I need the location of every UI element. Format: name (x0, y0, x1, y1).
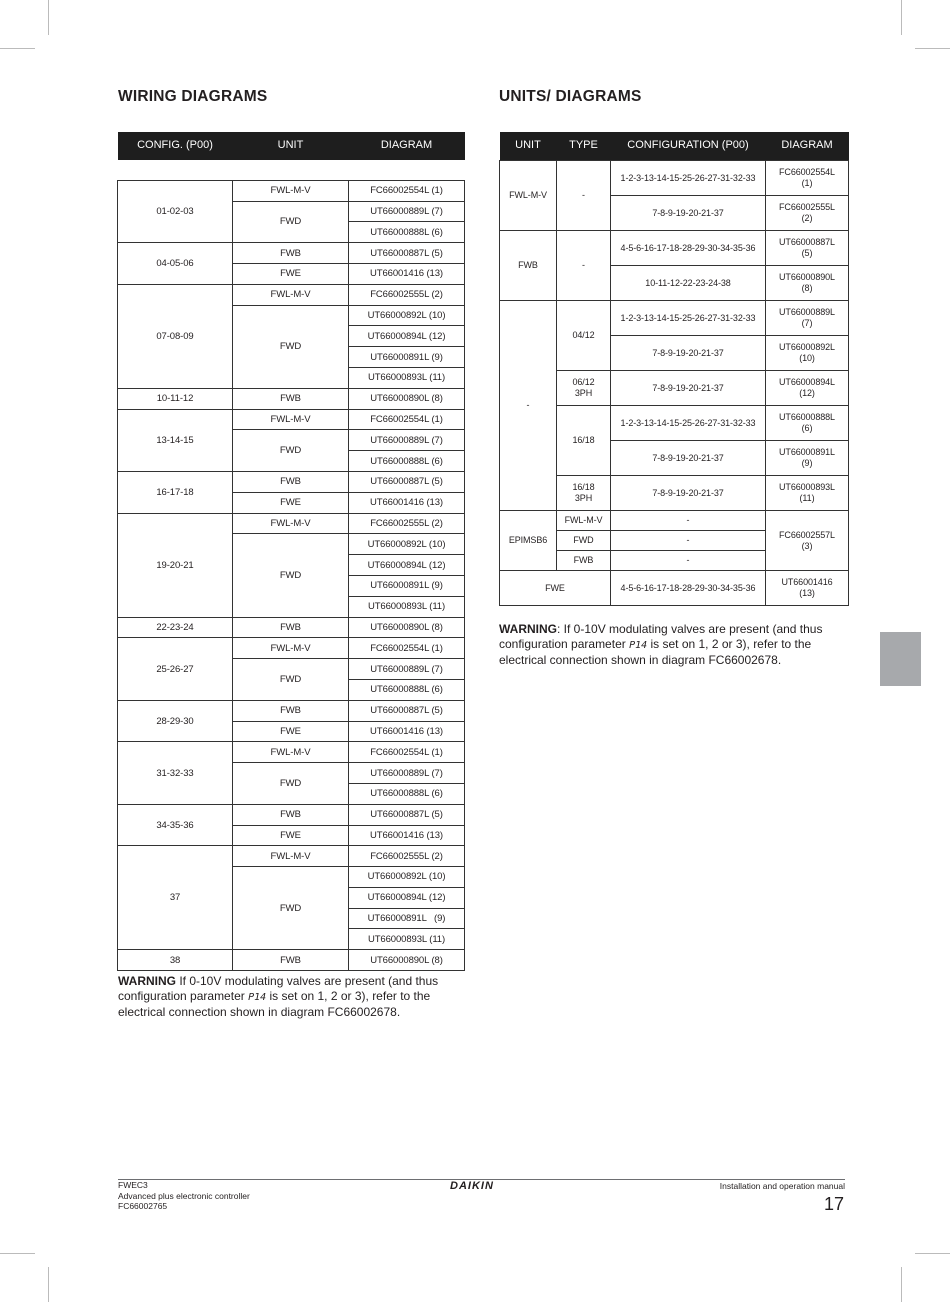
diagram-cell: UT66000888L (6) (349, 679, 465, 700)
diagram-cell: FC66002554L (1) (349, 638, 465, 659)
diagram-cell (766, 406, 849, 441)
diagram-cell (766, 161, 849, 196)
diagram-cell: UT66000893L (11) (349, 367, 465, 388)
page-number: 17 (823, 1194, 844, 1214)
diagram-cell: UT66000891L (9) (349, 575, 465, 596)
unit-cell: - (500, 301, 557, 511)
daikin-logo: DAIKIN (450, 1180, 494, 1192)
diagram-number: (13) (799, 588, 815, 598)
diagram-cell: UT66000888L (6) (349, 451, 465, 472)
configuration-cell: 7-8-9-19-20-21-37 (611, 196, 766, 231)
config-cell: 38 (118, 950, 233, 971)
config-cell: 04-05-06 (118, 243, 233, 285)
type-cell (557, 476, 611, 511)
diagram-number: (11) (799, 493, 815, 503)
diagram-code: UT66000893L (779, 482, 835, 492)
diagram-cell: UT66001416 (13) (349, 825, 465, 846)
diagram-number: (10) (799, 353, 815, 363)
warning-note-right (499, 622, 847, 668)
unit-cell: FWB (233, 700, 349, 721)
configuration-cell: 7-8-9-19-20-21-37 (611, 441, 766, 476)
units-diagrams-body (500, 161, 849, 606)
crop-mark-top-right-h (915, 48, 950, 49)
diagram-code: UT66000891L (779, 447, 835, 457)
configuration-cell: 7-8-9-19-20-21-37 (611, 476, 766, 511)
diagram-cell: UT66000894L (12) (349, 555, 465, 576)
config-cell: 13-14-15 (118, 409, 233, 471)
diagram-cell: UT66000891L (9) (349, 908, 465, 929)
diagram-cell: UT66001416 (13) (349, 721, 465, 742)
type-cell: - (557, 231, 611, 301)
diagram-cell: UT66001416 (13) (349, 263, 465, 284)
diagram-cell: UT66000889L (7) (349, 763, 465, 784)
table-row (118, 846, 465, 867)
diagram-code: UT66000889L (779, 307, 835, 317)
unit-cell: FWE (233, 825, 349, 846)
diagram-number: (6) (801, 423, 813, 433)
diagram-code: UT66000894L (779, 377, 835, 387)
unit-cell: FWE (233, 492, 349, 513)
unit-cell: FWB (500, 231, 557, 301)
units-diagrams-heading: UNITS/ DIAGRAMS (499, 88, 642, 105)
diagram-code: FC66002554L (779, 167, 835, 177)
unit-cell: FWD (233, 763, 349, 805)
units-diagrams-table (499, 132, 849, 606)
type-cell: FWD (557, 531, 611, 551)
unit-cell: EPIMSB6 (500, 511, 557, 571)
footer-product-info (118, 1180, 250, 1212)
diagram-number: (5) (801, 248, 813, 258)
unit-cell: FWL-M-V (233, 638, 349, 659)
diagram-cell: UT66000888L (6) (349, 222, 465, 243)
diagram-code: UT66000890L (779, 272, 835, 282)
table-row (118, 409, 465, 430)
footer-manual-title: Installation and operation manual (719, 1181, 845, 1191)
configuration-cell: - (611, 531, 766, 551)
configuration-cell: 10-11-12-22-23-24-38 (611, 266, 766, 301)
diagram-cell: FC66002555L (2) (349, 284, 465, 305)
warning-text-start: If 0-10V modulating valves are present (and thus configuration parameter (118, 974, 439, 1003)
diagram-cell: UT66000889L (7) (349, 659, 465, 680)
col-header-configuration: CONFIGURATION (P00) (611, 132, 766, 159)
unit-cell: FWE (233, 721, 349, 742)
diagram-cell: UT66000890L (8) (349, 617, 465, 638)
unit-cell: FWD (233, 430, 349, 472)
diagram-cell: UT66000890L (8) (349, 950, 465, 971)
diagram-cell (766, 571, 849, 606)
warning-label: WARNING (499, 622, 557, 636)
config-cell: 34-35-36 (118, 804, 233, 846)
diagram-code: UT66000887L (779, 237, 835, 247)
unit-cell: FWD (233, 534, 349, 617)
unit-cell: FWD (233, 659, 349, 701)
diagram-cell (766, 511, 849, 571)
diagram-cell: FC66002555L (2) (349, 846, 465, 867)
unit-cell: FWB (233, 804, 349, 825)
diagram-cell: UT66000894L (12) (349, 887, 465, 908)
diagram-cell: UT66000893L (11) (349, 929, 465, 950)
wiring-diagrams-body (118, 180, 465, 970)
col-header-unit: UNIT (500, 132, 557, 159)
diagram-cell: UT66000894L (12) (349, 326, 465, 347)
table-row (118, 742, 465, 763)
type-cell (557, 371, 611, 406)
diagram-cell: UT66000890L (8) (349, 388, 465, 409)
diagram-cell: FC66002554L (1) (349, 409, 465, 430)
col-header-diagram: DIAGRAM (349, 132, 465, 159)
configuration-cell: 4-5-6-16-17-18-28-29-30-34-35-36 (611, 571, 766, 606)
diagram-number: (2) (801, 213, 813, 223)
diagram-code: FC66002557L (779, 529, 835, 540)
unit-cell: FWD (233, 201, 349, 243)
unit-cell: FWL-M-V (233, 284, 349, 305)
type-value: 16/18 (572, 482, 595, 492)
warning-label: WARNING (118, 974, 176, 988)
col-header-unit: UNIT (233, 132, 349, 159)
diagram-number: (8) (801, 283, 813, 293)
diagram-number: (12) (799, 388, 815, 398)
footer-product: FWEC3 (118, 1180, 148, 1190)
config-cell: 25-26-27 (118, 638, 233, 700)
configuration-cell: 1-2-3-13-14-15-25-26-27-31-32-33 (611, 406, 766, 441)
config-cell: 07-08-09 (118, 284, 233, 388)
crop-mark-top-right-v (901, 0, 902, 35)
config-cell: 31-32-33 (118, 742, 233, 804)
config-cell: 22-23-24 (118, 617, 233, 638)
parameter-code: P14 (629, 640, 648, 651)
unit-cell: FWE (233, 263, 349, 284)
col-header-config: CONFIG. (P00) (118, 132, 233, 159)
config-cell: 19-20-21 (118, 513, 233, 617)
table-row (118, 638, 465, 659)
table-row (118, 950, 465, 971)
diagram-code: UT66000888L (779, 412, 835, 422)
diagram-cell (766, 371, 849, 406)
wiring-diagrams-table (117, 132, 465, 971)
diagram-cell: UT66001416 (13) (349, 492, 465, 513)
unit-cell: FWL-M-V (233, 180, 349, 201)
type-cell: 16/18 (557, 406, 611, 476)
configuration-cell: 7-8-9-19-20-21-37 (611, 371, 766, 406)
diagram-cell (766, 231, 849, 266)
diagram-cell: UT66000892L (10) (349, 867, 465, 888)
diagram-cell (766, 441, 849, 476)
diagram-code: FC66002555L (779, 202, 835, 212)
diagram-cell (766, 301, 849, 336)
diagram-cell: UT66000892L (10) (349, 534, 465, 555)
diagram-cell: UT66000887L (5) (349, 243, 465, 264)
configuration-cell: 7-8-9-19-20-21-37 (611, 336, 766, 371)
col-header-diagram: DIAGRAM (766, 132, 849, 159)
diagram-cell: UT66000887L (5) (349, 471, 465, 492)
diagram-cell: UT66000891L (9) (349, 347, 465, 368)
type-phase: 3PH (574, 493, 593, 503)
type-cell: FWB (557, 551, 611, 571)
diagram-number: (9) (801, 458, 813, 468)
unit-cell: FWL-M-V (500, 161, 557, 231)
diagram-cell: UT66000888L (6) (349, 783, 465, 804)
table-row (118, 700, 465, 721)
crop-mark-top-left-h (0, 48, 35, 49)
config-cell: 01-02-03 (118, 180, 233, 242)
diagram-cell: UT66000892L (10) (349, 305, 465, 326)
unit-cell: FWB (233, 950, 349, 971)
unit-cell: FWB (233, 617, 349, 638)
diagram-cell: UT66000887L (5) (349, 804, 465, 825)
diagram-number: (1) (801, 178, 813, 188)
unit-cell: FWB (233, 471, 349, 492)
diagram-cell (766, 196, 849, 231)
unit-cell: FWL-M-V (233, 513, 349, 534)
diagram-code: UT66001416 (781, 577, 833, 587)
diagram-cell (766, 476, 849, 511)
warning-text-start: : If 0-10V modulating valves are present (and thus configuration parameter (499, 622, 823, 651)
unit-cell: FWL-M-V (233, 846, 349, 867)
unit-cell: FWL-M-V (233, 742, 349, 763)
config-cell: 28-29-30 (118, 700, 233, 742)
type-phase: 3PH (574, 388, 593, 398)
wiring-diagrams-heading: WIRING DIAGRAMS (118, 88, 268, 105)
unit-cell: FWE (500, 571, 611, 606)
col-header-type: TYPE (557, 132, 611, 159)
diagram-cell: UT66000893L (11) (349, 596, 465, 617)
config-cell: 10-11-12 (118, 388, 233, 409)
warning-text-end: is set on 1, 2 or 3), refer to the electrical connection shown in diagram FC66002678. (499, 637, 812, 667)
crop-mark-bottom-right-v (901, 1267, 902, 1302)
type-cell: - (557, 161, 611, 231)
type-cell: FWL-M-V (557, 511, 611, 531)
table-row (118, 180, 465, 201)
diagram-cell: FC66002554L (1) (349, 180, 465, 201)
config-cell: 16-17-18 (118, 471, 233, 513)
table-row (118, 388, 465, 409)
diagram-cell (766, 266, 849, 301)
diagram-cell: UT66000889L (7) (349, 430, 465, 451)
table-row (118, 513, 465, 534)
footer-code: FC66002765 (118, 1201, 168, 1211)
warning-text-end: is set on 1, 2 or 3), refer to the electrical connection shown in diagram FC66002678. (118, 989, 431, 1019)
configuration-cell: - (611, 551, 766, 571)
warning-note-left (118, 974, 468, 1020)
crop-mark-bottom-left-h (0, 1253, 35, 1254)
configuration-cell: 4-5-6-16-17-18-28-29-30-34-35-36 (611, 231, 766, 266)
crop-mark-bottom-right-h (915, 1253, 950, 1254)
crop-mark-bottom-left-v (48, 1267, 49, 1302)
table-row (118, 804, 465, 825)
diagram-cell (766, 336, 849, 371)
configuration-cell: - (611, 511, 766, 531)
parameter-code: P14 (248, 992, 267, 1003)
unit-cell: FWD (233, 867, 349, 950)
unit-cell: FWL-M-V (233, 409, 349, 430)
type-cell: 04/12 (557, 301, 611, 371)
unit-cell: FWB (233, 243, 349, 264)
configuration-cell: 1-2-3-13-14-15-25-26-27-31-32-33 (611, 301, 766, 336)
footer-description: Advanced plus electronic controller (118, 1190, 250, 1201)
diagram-cell: UT66000887L (5) (349, 700, 465, 721)
diagram-cell: FC66002554L (1) (349, 742, 465, 763)
config-cell: 37 (118, 846, 233, 950)
diagram-number: (7) (801, 318, 813, 328)
table-row (118, 617, 465, 638)
diagram-cell: FC66002555L (2) (349, 513, 465, 534)
crop-mark-top-left-v (48, 0, 49, 35)
table-row (118, 284, 465, 305)
unit-cell: FWB (233, 388, 349, 409)
diagram-code: UT66000892L (779, 342, 835, 352)
unit-cell: FWD (233, 305, 349, 388)
type-value: 06/12 (572, 377, 595, 387)
section-tab-marker (880, 632, 921, 686)
table-row (118, 243, 465, 264)
diagram-number: (3) (801, 540, 813, 551)
configuration-cell: 1-2-3-13-14-15-25-26-27-31-32-33 (611, 161, 766, 196)
diagram-cell: UT66000889L (7) (349, 201, 465, 222)
table-row (118, 471, 465, 492)
